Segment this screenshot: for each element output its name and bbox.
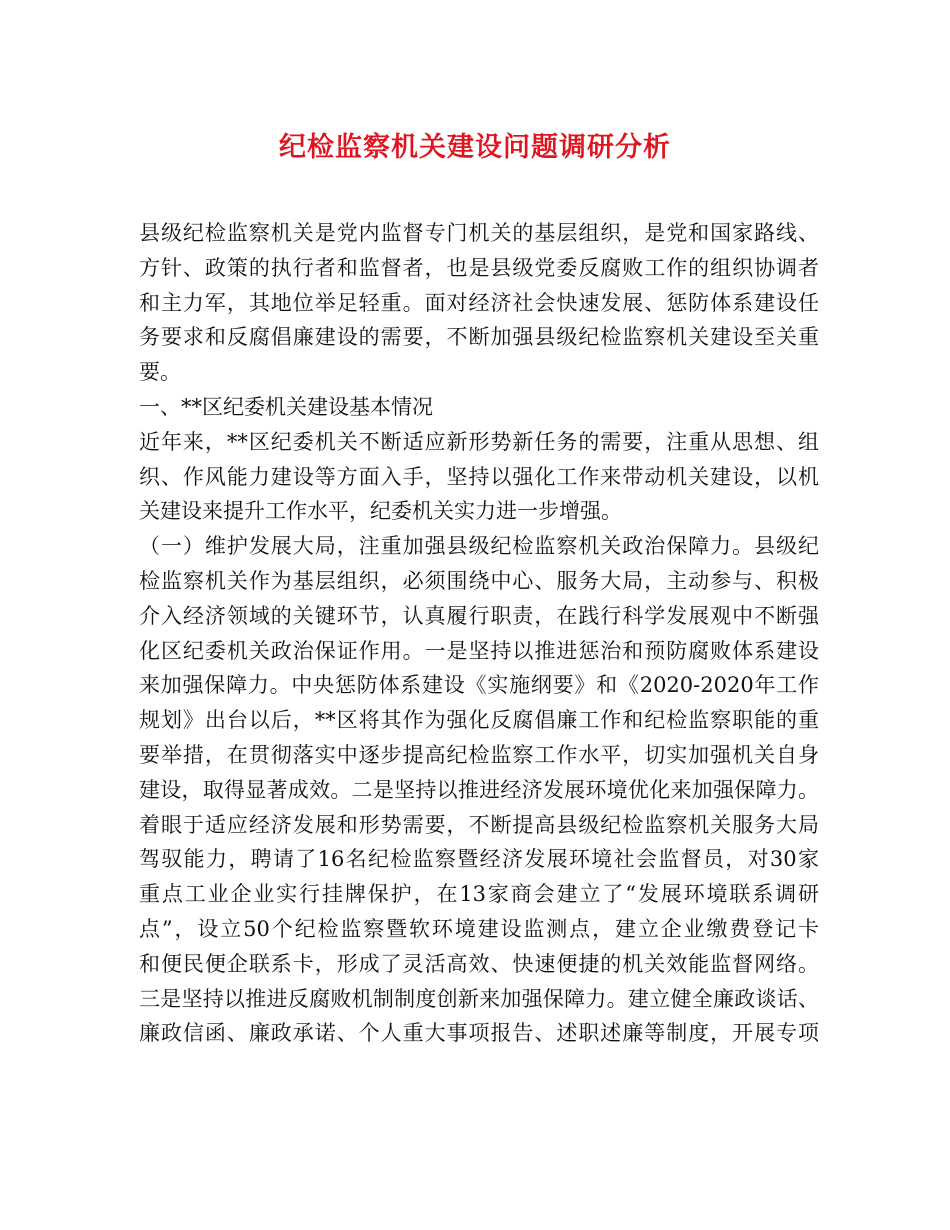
body-line: 化区纪委机关政治保证作用。一是坚持以推进惩治和预防腐败体系建设 xyxy=(139,638,819,663)
body-line: 县级纪检监察机关是党内监督专门机关的基层组织，是党和国家路线、 xyxy=(139,221,819,245)
body-line: 规划》出台以后，**区将其作为强化反腐倡廉工作和纪检监察职能的重 xyxy=(139,708,819,733)
body-line: 三是坚持以推进反腐败机制制度创新来加强保障力。建立健全廉政谈话、 xyxy=(139,986,819,1011)
body-line: 方针、政策的执行者和监督者，也是县级党委反腐败工作的组织协调者 xyxy=(139,255,819,280)
body-line: 驾驭能力，聘请了16名纪检监察暨经济发展环境社会监督员，对30家 xyxy=(139,847,819,872)
body-line: 务要求和反腐倡廉建设的需要，不断加强县级纪检监察机关建设至关重 xyxy=(139,325,819,350)
body-line: 织、作风能力建设等方面入手，坚持以强化工作来带动机关建设，以机 xyxy=(139,464,819,489)
body-line: 近年来，**区纪委机关不断适应新形势新任务的需要，注重从思想、组 xyxy=(139,429,819,454)
body-line: 要举措，在贯彻落实中逐步提高纪检监察工作水平，切实加强机关自身 xyxy=(139,742,819,767)
body-line: 来加强保障力。中央惩防体系建设《实施纲要》和《2020-2020年工作 xyxy=(139,673,819,698)
body-line: 检监察机关作为基层组织，必须围绕中心、服务大局，主动参与、积极 xyxy=(139,568,819,593)
body-line: 要。 xyxy=(139,360,181,385)
document-title: 纪检监察机关建设问题调研分析 xyxy=(279,132,671,163)
body-line: 介入经济领域的关键环节，认真履行职责，在践行科学发展观中不断强 xyxy=(139,603,819,628)
body-line: 和主力军，其地位举足轻重。面对经济社会快速发展、惩防体系建设任 xyxy=(139,290,819,315)
body-line: （一）维护发展大局，注重加强县级纪检监察机关政治保障力。县级纪 xyxy=(139,534,819,559)
body-line: 关建设来提升工作水平，纪委机关实力进一步增强。 xyxy=(139,499,622,524)
body-line: 着眼于适应经济发展和形势需要，不断提高县级纪检监察机关服务大局 xyxy=(139,812,819,837)
body-line: 和便民便企联系卡，形成了灵活高效、快速便捷的机关效能监督网络。 xyxy=(139,951,819,976)
body-line: 廉政信函、廉政承诺、个人重大事项报告、述职述廉等制度，开展专项 xyxy=(139,1021,819,1046)
body-line: 点”，设立50个纪检监察暨软环境建设监测点，建立企业缴费登记卡 xyxy=(139,916,819,941)
body-line: 建设，取得显著成效。二是坚持以推进经济发展环境优化来加强保障力。 xyxy=(139,777,819,802)
document-body xyxy=(139,216,819,1051)
body-line: 重点工业企业实行挂牌保护，在13家商会建立了“发展环境联系调研 xyxy=(139,882,819,907)
body-line: 一、**区纪委机关建设基本情况 xyxy=(139,394,433,419)
